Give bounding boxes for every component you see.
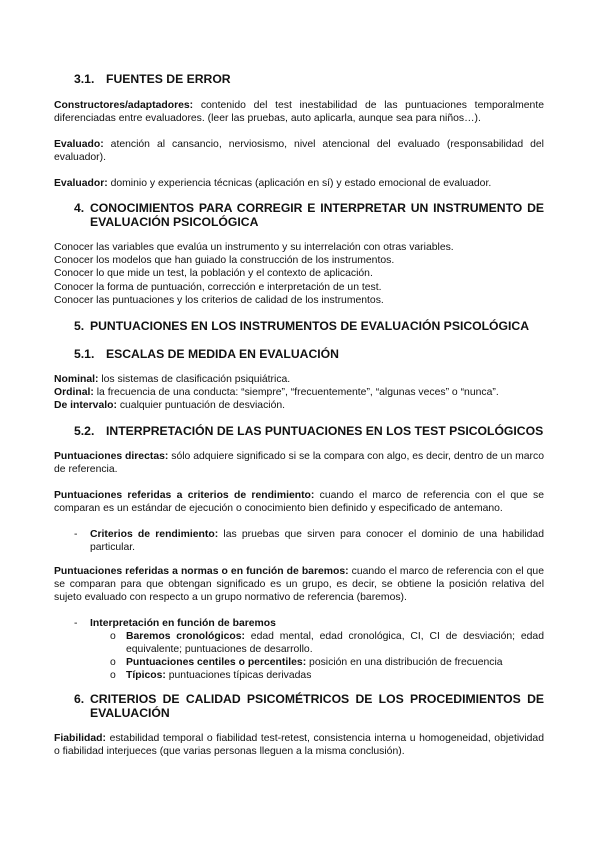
escala-ordinal xyxy=(54,386,544,399)
term-label: Ordinal: xyxy=(54,387,94,399)
section-title-line-1: CONOCIMIENTOS PARA CORREGIR E INTERPRETAR UN INSTRUMENTO DE xyxy=(90,201,544,215)
term-text: edad mental, edad cronológica, CI, CI de desviación; edad equivalente; puntuaciones de desarrollo. xyxy=(126,631,544,656)
list-item: Conocer la forma de puntuación, corrección e interpretación de un test. xyxy=(54,281,382,293)
term-label: Evaluador: xyxy=(54,178,108,189)
term-text: las pruebas que sirven para conocer el dominio de una habilidad particular. xyxy=(90,529,544,554)
list-item: Conocer las variables que evalúa un instrumento y su interrelación con otras variables. xyxy=(54,242,454,253)
section-number: 5.2. xyxy=(74,424,95,438)
bullet-interpretacion-baremos xyxy=(90,617,544,630)
term-label: Típicos: xyxy=(126,670,166,681)
term-text: posición en una distribución de frecuencia xyxy=(306,657,503,668)
paragraph-evaluado xyxy=(54,138,544,164)
section-number: 4. xyxy=(74,201,85,215)
term-text: cuando el marco de referencia con el que se comparan es un estándar de ejecución o conocimiento bien definido y especificado de antemano. xyxy=(54,490,544,515)
term-text: estabilidad temporal o fiabilidad test-retest, consistencia interna u homogeneidad, objetividad o fiabilidad interjueces (que varias personas lleguen a la misma conclusión). xyxy=(54,733,544,758)
list-item: Conocer las puntuaciones y los criterios de calidad de los instrumentos. xyxy=(54,294,384,306)
conocer-list xyxy=(54,241,544,307)
term-text: la frecuencia de una conducta: “siempre”, “frecuentemente”, “algunas veces” o “nunca”. xyxy=(93,387,499,399)
section-5-2-heading xyxy=(74,424,544,438)
baremos-item xyxy=(126,656,544,669)
paragraph-directas xyxy=(54,450,544,476)
baremos-item xyxy=(126,669,544,682)
term-label: Interpretación en función de baremos xyxy=(90,618,276,629)
section-number: 3.1. xyxy=(74,72,95,86)
term-text: atención al cansancio, nerviosismo, nivel atencional del evaluado (responsabilidad del evaluador). xyxy=(54,139,544,164)
paragraph-normas xyxy=(54,565,544,605)
escalas-list xyxy=(54,373,544,413)
term-label: Nominal: xyxy=(54,374,99,385)
term-text: sólo adquiere significado si se la compara con algo, es decir, dentro de un marco de referencia. xyxy=(54,451,544,476)
baremos-item xyxy=(126,630,544,656)
term-label: Puntuaciones referidas a criterios de rendimiento: xyxy=(54,490,315,501)
circle-bullet: o xyxy=(110,657,116,668)
term-text: cuando el marco de referencia con el que se comparan para que obtengan significado es un grupo, es decir, se obtiene la posición relativa del sujeto evaluado con respecto a un grupo normativo de referencia (baremos). xyxy=(54,566,544,604)
term-label: Puntuaciones centiles o percentiles: xyxy=(126,657,307,668)
circle-bullet: o xyxy=(110,631,116,642)
term-text: puntuaciones típicas derivadas xyxy=(165,670,312,681)
term-label: Constructores/adaptadores: xyxy=(54,100,194,111)
bullet-dash: - xyxy=(74,618,78,629)
section-title: ESCALAS DE MEDIDA EN EVALUACIÓN xyxy=(106,347,339,361)
paragraph-evaluador xyxy=(54,177,544,190)
list-item: Conocer lo que mide un test, la población y el contexto de aplicación. xyxy=(54,268,373,280)
section-5-heading xyxy=(74,319,530,333)
paragraph-fiabilidad xyxy=(54,732,544,758)
bullet-dash: - xyxy=(74,529,78,540)
section-number: 5.1. xyxy=(74,347,95,361)
section-4-heading xyxy=(74,201,544,229)
section-title: PUNTUACIONES EN LOS INSTRUMENTOS DE EVALUACIÓN PSICOLÓGICA xyxy=(90,319,530,333)
term-label: Fiabilidad: xyxy=(54,733,106,744)
term-label: Evaluado: xyxy=(54,139,104,150)
paragraph-criterios xyxy=(54,489,544,515)
bullet-criterios-rendimiento xyxy=(90,528,544,554)
term-text: cualquier puntuación de desviación. xyxy=(116,400,286,412)
term-text: los sistemas de clasificación psiquiátrica. xyxy=(98,374,291,385)
term-label: Baremos cronológicos: xyxy=(126,631,245,642)
escala-nominal xyxy=(54,373,544,386)
section-title-line-1: CRITERIOS DE CALIDAD PSICOMÉTRICOS DE LOS PROCEDIMIENTOS DE xyxy=(90,692,544,706)
term-text: dominio y experiencia técnicas (aplicación en sí) y estado emocional de evaluador. xyxy=(107,178,492,189)
section-title-line-2: EVALUACIÓN xyxy=(90,706,170,720)
list-item: Conocer los modelos que han guiado la construcción de los instrumentos. xyxy=(54,255,395,267)
term-label: Criterios de rendimiento: xyxy=(90,529,219,540)
circle-bullet: o xyxy=(110,670,116,681)
section-6-heading xyxy=(74,692,544,720)
paragraph-constructores xyxy=(54,99,544,125)
section-number: 5. xyxy=(74,319,85,333)
term-label: De intervalo: xyxy=(54,400,117,412)
section-title-line-2: EVALUACIÓN PSICOLÓGICA xyxy=(90,215,259,229)
term-label: Puntuaciones directas: xyxy=(54,451,169,462)
section-number: 6. xyxy=(74,692,85,706)
section-title: INTERPRETACIÓN DE LAS PUNTUACIONES EN LOS TEST PSICOLÓGICOS xyxy=(106,424,544,438)
section-5-1-heading xyxy=(74,347,339,361)
section-title: FUENTES DE ERROR xyxy=(106,72,231,86)
section-3-1-heading xyxy=(74,72,231,86)
escala-intervalo xyxy=(54,399,544,412)
term-label: Puntuaciones referidas a normas o en función de baremos: xyxy=(54,566,349,577)
term-text: contenido del test inestabilidad de las puntuaciones temporalmente diferenciadas entre evaluadores. (leer las pruebas, auto aplicarla, aunque sea para niños…). xyxy=(54,100,544,125)
